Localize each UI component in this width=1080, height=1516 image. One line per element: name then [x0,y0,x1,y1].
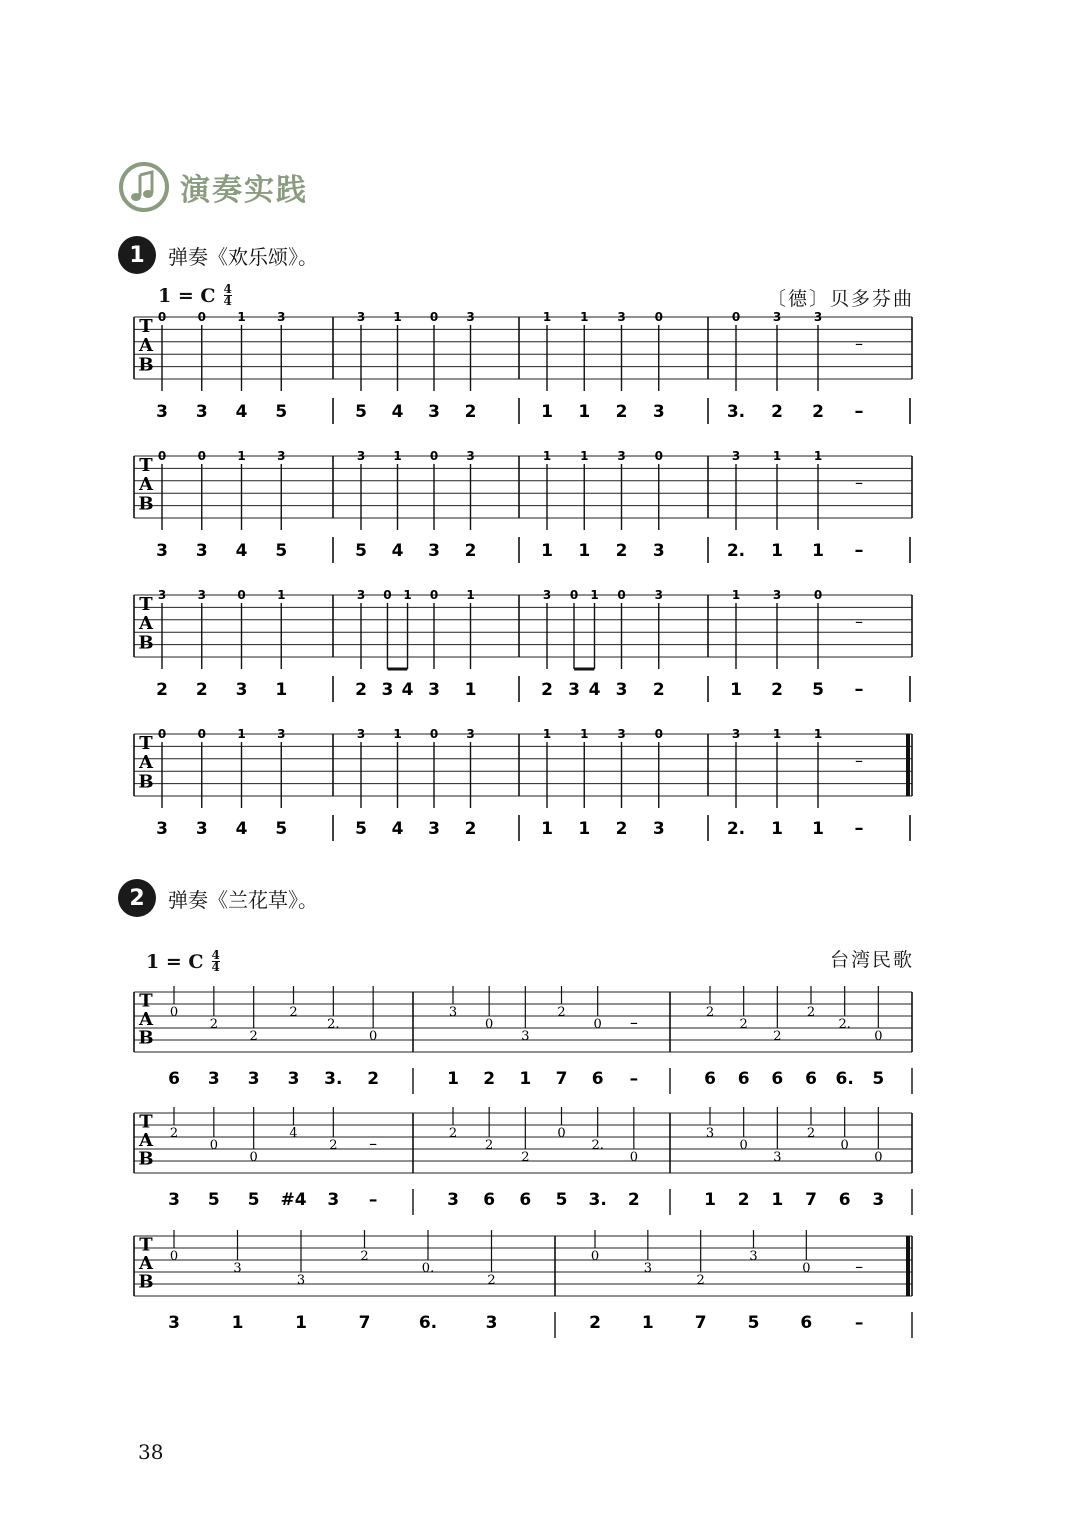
tab-fret-number: 2 [806,1005,816,1020]
numbered-note: 1 [641,1313,654,1333]
numbered-note: 1 [447,1069,459,1089]
numbered-note: 1 [578,819,591,839]
tab-fret-number: 0 [590,1249,600,1264]
tab-fret-number: 3 [813,310,823,324]
numbered-note: 6 [168,1069,180,1089]
tab-clef-letter: A [139,1253,153,1274]
tab-clef-letter: A [139,1009,153,1030]
key-text: 1 = C [158,284,216,307]
tab-clef-letter: T [139,1234,153,1256]
numbered-note: 3 [168,1313,180,1333]
tab-fret-number: 0 [369,1029,378,1044]
tab-fret-number: 1 [580,310,589,324]
numbered-note: 1 [704,1190,716,1210]
tab-fret-number: 0 [840,1138,849,1153]
numbered-note: 5 [812,680,824,700]
numbered-note: 3 [485,1313,498,1333]
tab-fret-number: 3 [772,310,782,324]
tab-fret-number: 3 [773,1150,782,1165]
page-number: 38 [138,1440,164,1464]
tab-fret-number: 0 [654,310,663,324]
numbered-note: 2 [464,819,477,839]
tab-fret-number: 1 [466,588,475,602]
numbered-note: 4 [391,819,404,839]
tab-clef-letter: B [138,771,154,793]
numbered-note: 1 [578,402,591,422]
tab-fret-number: 0 [157,449,167,463]
tab-fret-number: 0 [429,588,439,602]
tab-fret-number: 2. [327,1017,340,1032]
numbered-note: 5 [355,819,367,839]
tab-rest-dash: – [369,1134,378,1153]
numbered-note: 2 [589,1313,601,1333]
tab-clef-letter: A [139,1130,153,1151]
numbered-note: 1 [771,1190,784,1210]
tab-fret-number: 0 [157,310,167,324]
numbered-note: 4 [588,680,601,700]
time-sig-bottom: 4 [223,294,232,308]
time-sig-bottom: 4 [211,960,220,974]
tab-fret-number: 2 [521,1150,530,1165]
tab-clef-letter: T [139,454,153,476]
numbered-note: 4 [391,541,404,561]
numbered-note: 2 [652,680,665,700]
tab-fret-number: 2 [487,1273,496,1288]
tab-fret-number: 0 [557,1126,566,1141]
numbered-note: 4 [391,402,404,422]
tab-rest-dash: – [629,1013,638,1032]
exercise-instruction: 弹奏《兰花草》。 [168,887,318,912]
tab-rest-dash: – [855,1257,864,1276]
numbered-note-dash: – [368,1190,378,1210]
tab-clef-letter: B [138,493,154,515]
numbered-note: #4 [280,1190,307,1210]
numbered-note: 3 [568,680,580,700]
numbered-note: 3 [381,680,394,700]
tab-fret-number: 2 [360,1249,369,1264]
numbered-note: 2 [464,541,477,561]
tab-fret-number: 1 [542,310,552,324]
tab-fret-number: 0 [249,1150,258,1165]
numbered-note: 1 [771,541,783,561]
tab-fret-number: 2 [485,1138,494,1153]
tab-fret-number: 3 [277,727,286,741]
tab-fret-number: 3 [466,727,475,741]
tab-fret-number: 3 [277,310,286,324]
numbered-note: 3 [428,402,440,422]
tab-fret-number: 2 [557,1005,566,1020]
numbered-note: 5 [275,402,288,422]
numbered-note: 3 [156,541,168,561]
tab-fret-number: 3 [617,449,626,463]
numbered-note: 6 [800,1313,813,1333]
tab-fret-number: 1 [393,727,402,741]
tab-fret-number: 2. [591,1138,604,1153]
tab-fret-number: 1 [580,449,589,463]
tab-fret-number: 2 [249,1029,258,1044]
numbered-note: 2 [737,1190,750,1210]
numbered-note: 7 [358,1313,371,1333]
numbered-note: 2 [195,680,208,700]
numbered-note: 3 [195,541,208,561]
numbered-note: 3 [195,402,208,422]
numbered-note: 5 [355,541,367,561]
numbered-note: 3. [588,1190,607,1210]
numbered-note-dash: – [854,401,864,422]
numbered-note: 3 [327,1190,340,1210]
numbered-note-dash: – [629,1069,639,1089]
tab-fret-number: 1 [393,449,402,463]
numbered-note: 3. [726,402,746,422]
tab-fret-number: 3 [749,1249,758,1264]
tab-clef-letter: T [139,315,153,337]
tab-fret-number: 2 [329,1138,338,1153]
numbered-note: 3 [428,680,440,700]
tab-clef-letter: A [139,474,153,496]
numbered-note: 6 [519,1190,532,1210]
numbered-note: 3 [287,1069,300,1089]
numbered-note: 3 [428,819,440,839]
tab-fret-number: 1 [813,727,823,741]
tab-fret-number: 2 [169,1126,179,1141]
tab-fret-number: 3 [542,588,552,602]
tab-fret-number: 2 [806,1126,816,1141]
tab-fret-number: 3 [356,727,366,741]
tab-fret-number: 0 [874,1150,883,1165]
tab-fret-number: 1 [542,727,552,741]
tab-clef-letter: T [139,990,153,1012]
numbered-note: 3 [872,1190,885,1210]
numbered-note: 3 [447,1190,459,1210]
numbered-note: 5 [275,541,288,561]
numbered-note: 2 [464,402,477,422]
tab-fret-number: 0 [429,727,439,741]
numbered-note-dash: – [854,1313,864,1333]
tab-fret-number: 1 [237,727,246,741]
tab-fret-number: 3 [731,727,741,741]
numbered-note: 7 [805,1190,817,1210]
tab-fret-number: 3 [705,1126,715,1141]
tab-fret-number: 0 [617,588,626,602]
numbered-note-dash: – [854,540,864,561]
tab-fret-number: 0 [237,588,246,602]
tab-fret-number: 3 [277,449,286,463]
numbered-note-dash: – [854,818,864,839]
tab-fret-number: 2 [448,1126,458,1141]
tab-fret-number: 3 [617,727,626,741]
tab-fret-number: 3 [356,310,366,324]
tab-rest-dash: – [855,334,863,354]
tab-fret-number: 0 [731,310,741,324]
tab-fret-number: 0 [383,588,392,602]
tab-fret-number: 0 [569,588,579,602]
tab-fret-number: 0 [197,449,206,463]
time-sig-top: 4 [211,948,220,962]
numbered-note-dash: – [854,679,864,700]
numbered-note: 5 [207,1190,220,1210]
tab-fret-number: 3 [466,310,475,324]
numbered-note: 5 [275,819,288,839]
tab-fret-number: 0 [429,449,439,463]
numbered-note: 1 [578,541,591,561]
tab-fret-number: 3 [466,449,475,463]
numbered-note: 3 [156,402,168,422]
numbered-note: 2 [615,402,628,422]
numbered-note: 3 [195,819,208,839]
tab-fret-number: 0 [802,1261,811,1276]
numbered-note: 3 [207,1069,220,1089]
numbered-note: 3 [652,819,665,839]
numbered-note: 2 [615,541,628,561]
tab-fret-number: 0 [654,449,663,463]
tab-fret-number: 2 [289,1005,298,1020]
numbered-note: 1 [519,1069,532,1089]
tab-fret-number: 0 [485,1017,494,1032]
tab-clef-letter: T [139,593,153,615]
numbered-note: 2 [812,402,824,422]
numbered-note: 6 [483,1190,496,1210]
tab-fret-number: 1 [772,727,782,741]
tab-fret-number: 3 [448,1005,458,1020]
exercise-number-badge: 1 [118,236,156,274]
tab-fret-number: 3 [654,588,663,602]
tab-fret-number: 3 [617,310,626,324]
numbered-note: 1 [730,680,742,700]
numbered-note: 1 [295,1313,307,1333]
numbered-note: 3 [652,402,665,422]
numbered-note: 1 [812,819,824,839]
numbered-note: 6 [838,1190,851,1210]
exercise-instruction: 弹奏《欢乐颂》。 [168,244,318,269]
numbered-note: 4 [235,819,248,839]
tab-clef-letter: A [139,335,153,357]
numbered-note: 2 [355,680,367,700]
tab-rest-dash: – [855,612,863,632]
composer-credit: 台湾民歌 [829,949,914,971]
tab-fret-number: 0 [739,1138,748,1153]
exercise-number-badge: 2 [118,879,156,917]
numbered-note: 6 [704,1069,716,1089]
numbered-note: 5 [747,1313,760,1333]
tab-fret-number: 2 [773,1029,782,1044]
tab-clef-letter: B [138,632,154,654]
numbered-note: 4 [235,402,248,422]
tab-fret-number: 1 [580,727,589,741]
tab-fret-number: 0 [813,588,823,602]
tab-fret-number: 4 [289,1126,298,1141]
numbered-note: 6 [591,1069,604,1089]
tab-fret-number: 1 [542,449,552,463]
tab-fret-number: 3 [233,1261,242,1276]
numbered-note: 5 [355,402,367,422]
tab-rest-dash: – [855,751,863,771]
numbered-note: 3 [615,680,628,700]
tab-fret-number: 0 [593,1017,602,1032]
tab-fret-number: 0 [874,1029,883,1044]
numbered-note: 3 [168,1190,180,1210]
tab-fret-number: 3 [356,588,366,602]
tab-fret-number: 1 [813,449,823,463]
numbered-note: 1 [812,541,824,561]
numbered-note: 3 [428,541,440,561]
numbered-note: 1 [771,819,783,839]
numbered-note: 2. [726,541,746,561]
numbered-note: 3 [235,680,248,700]
tab-fret-number: 1 [277,588,286,602]
numbered-note: 1 [464,680,477,700]
tab-fret-number: 1 [403,588,412,602]
tab-fret-number: 2. [838,1017,851,1032]
tab-fret-number: 3 [521,1029,530,1044]
composer-credit: 〔德〕贝多芬曲 [766,288,914,310]
tab-fret-number: 3 [643,1261,652,1276]
numbered-note: 6 [805,1069,817,1089]
numbered-note: 7 [694,1313,707,1333]
numbered-note: 3 [156,819,168,839]
tab-clef-letter: B [138,354,154,376]
tab-fret-number: 2 [209,1017,218,1032]
tab-fret-number: 3 [356,449,366,463]
numbered-note: 5 [872,1069,885,1089]
tab-clef-letter: A [139,752,153,774]
tab-fret-number: 0 [169,1249,179,1264]
tab-fret-number: 0. [421,1261,435,1276]
numbered-note: 6 [771,1069,784,1089]
numbered-note: 2 [541,680,553,700]
tab-fret-number: 3 [731,449,741,463]
tab-clef-letter: T [139,1111,153,1133]
tab-fret-number: 3 [197,588,206,602]
tab-fret-number: 1 [590,588,599,602]
numbered-note: 7 [555,1069,568,1089]
numbered-note: 2 [771,402,783,422]
tab-fret-number: 2 [696,1273,705,1288]
tab-fret-number: 1 [772,449,782,463]
numbered-note: 4 [401,680,414,700]
tab-clef-letter: B [138,1148,154,1170]
key-text: 1 = C [146,950,204,973]
tab-fret-number: 1 [237,449,246,463]
tab-fret-number: 0 [654,727,663,741]
numbered-note: 1 [275,680,288,700]
tab-rest-dash: – [855,473,863,493]
tab-fret-number: 0 [169,1005,179,1020]
tab-clef-letter: B [138,1027,154,1049]
tab-fret-number: 2 [739,1017,748,1032]
tab-fret-number: 2 [705,1005,715,1020]
tab-fret-number: 0 [629,1150,638,1165]
tab-fret-number: 1 [393,310,402,324]
numbered-note: 2. [726,819,746,839]
tab-fret-number: 1 [237,310,246,324]
numbered-note: 5 [555,1190,568,1210]
numbered-note: 2 [156,680,168,700]
tab-fret-number: 0 [209,1138,218,1153]
numbered-note: 1 [541,541,553,561]
tab-clef-letter: T [139,732,153,754]
numbered-note: 2 [615,819,628,839]
tab-fret-number: 3 [772,588,782,602]
tab-fret-number: 1 [731,588,741,602]
section-title: 演奏实践 [180,173,308,208]
numbered-note: 2 [771,680,783,700]
numbered-note: 2 [483,1069,496,1089]
tab-fret-number: 0 [429,310,439,324]
time-sig-top: 4 [223,282,232,296]
numbered-note: 3. [324,1069,343,1089]
numbered-note: 3 [652,541,665,561]
numbered-note: 1 [231,1313,244,1333]
tab-fret-number: 3 [296,1273,306,1288]
tab-fret-number: 3 [157,588,167,602]
numbered-note: 2 [367,1069,380,1089]
numbered-note: 5 [247,1190,260,1210]
numbered-note: 6. [418,1313,438,1333]
numbered-note: 3 [247,1069,260,1089]
tab-clef-letter: A [139,613,153,635]
numbered-note: 1 [541,819,553,839]
tab-fret-number: 0 [197,310,206,324]
tab-fret-number: 0 [157,727,167,741]
numbered-note: 6. [835,1069,854,1089]
numbered-note: 4 [235,541,248,561]
numbered-note: 1 [541,402,553,422]
numbered-note: 6 [737,1069,750,1089]
tab-fret-number: 0 [197,727,206,741]
numbered-note: 2 [627,1190,640,1210]
tab-clef-letter: B [138,1271,154,1293]
